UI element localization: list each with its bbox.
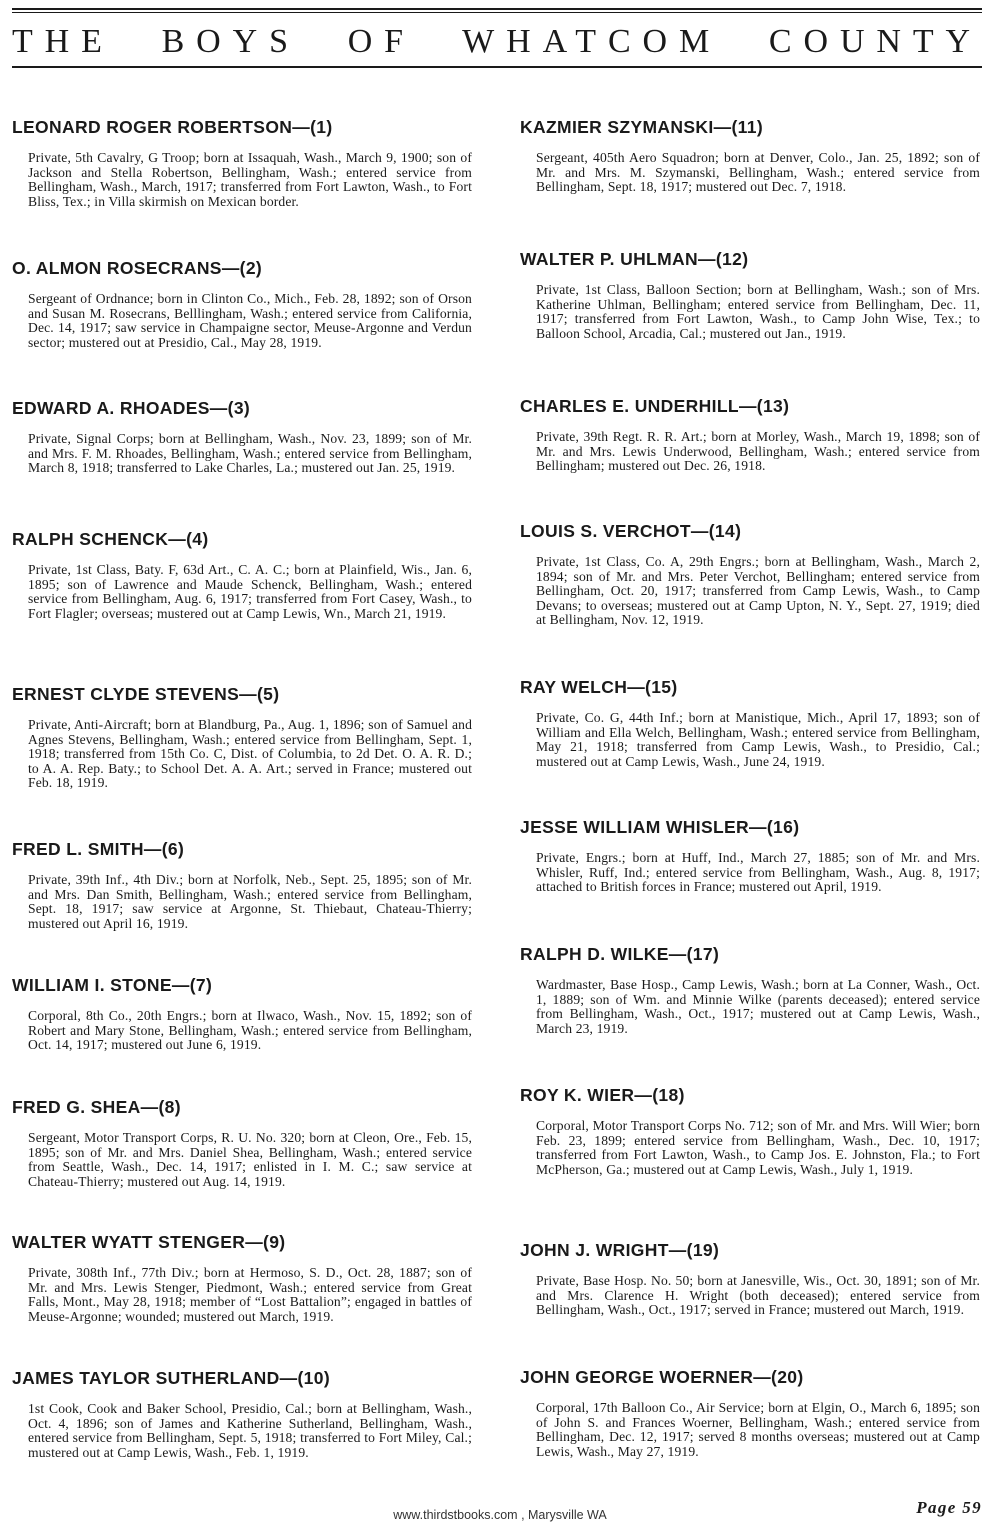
entry-name: JOHN GEORGE WOERNER—(20) xyxy=(520,1367,804,1387)
entry-text: Sergeant of Ordnance; born in Clinton Co., Mich., Feb. 28, 1892; son of Orson and Susan M. Rosecrans, Belllingham, Wash.; entered service from California, Dec. 14, 1917; saw service in Champaigne sector, Meuse-Argonne and Verdun sector; mustered out at Presidio, Cal., May 28, 1919. xyxy=(28,291,472,350)
top-double-rule-inner xyxy=(12,12,982,13)
page-title: THE BOYS OF WHATCOM COUNTY xyxy=(12,23,982,60)
entry-name: RAY WELCH—(15) xyxy=(520,677,678,697)
entry-text: Private, Signal Corps; born at Bellingham, Wash., Nov. 23, 1899; son of Mr. and Mrs. F. M. Rhoades, Bellingham, Wash.; entered service from Bellingham, March 8, 1918; transferred to Lake Charles, La.; mustered out Jan. 25, 1919. xyxy=(28,431,472,476)
entry-text: Private, 1st Class, Co. A, 29th Engrs.; born at Bellingham, Wash., March 2, 1894; son of Mr. and Mrs. Peter Verchot, Bellingham; entered service from Bellingham, Oct. 20, 1917; transferred from Camp Lewis, Wash., to Camp Devans; to overseas; mustered out at Camp Upton, N. Y., Sept. 27, 1919; died at Bellingham, Nov. 12, 1919. xyxy=(536,554,980,628)
entry xyxy=(520,1367,980,1459)
entry-name: JOHN J. WRIGHT—(19) xyxy=(520,1240,720,1260)
entry xyxy=(12,684,472,791)
page-number: Page 59 xyxy=(916,1498,982,1517)
entry-text: Corporal, 8th Co., 20th Engrs.; born at Ilwaco, Wash., Nov. 15, 1892; son of Robert and Mary Stone, Bellingham, Wash.; entered service from Bellingham, Oct. 14, 1917; mustered out June 6, 1919. xyxy=(28,1008,472,1053)
entry xyxy=(520,521,980,628)
entry-name: ERNEST CLYDE STEVENS—(5) xyxy=(12,684,280,704)
entry-text: Private, 5th Cavalry, G Troop; born at Issaquah, Wash., March 9, 1900; son of Jackson and Stella Robertson, Bellingham, Wash.; entered service from Bellingham, Wash., March, 1917; transferred from Fort Lawton, Wash., to Fort Bliss, Tex.; in Villa skirmish on Mexican border. xyxy=(28,150,472,209)
entry xyxy=(12,529,472,621)
entry-text: Sergeant, 405th Aero Squadron; born at Denver, Colo., Jan. 25, 1892; son of Mr. and Mrs. M. Szymanski, Bellingham, Wash.; entered service from Bellingham, Sept. 18, 1917; mustered out Dec. 7, 1918. xyxy=(536,150,980,195)
entry-text: Private, Base Hosp. No. 50; born at Janesville, Wis., Oct. 30, 1891; son of Mr. and Mrs. Clarence H. Wright (both deceased); entered service from Bellingham, Wash., Oct., 1917; served in France; mustered out March, 1919. xyxy=(536,1273,980,1318)
entry-name: FRED G. SHEA—(8) xyxy=(12,1097,181,1117)
entry xyxy=(520,677,980,769)
entry-text: Sergeant, Motor Transport Corps, R. U. No. 320; born at Cleon, Ore., Feb. 15, 1895; son of Mr. and Mrs. Daniel Shea, Bellingham, Wash.; entered service from Seattle, Wash., Dec. 14, 1917; enlisted in I. M. C.; saw service at Chateau-Thierry; mustered out Aug. 14, 1919. xyxy=(28,1130,472,1189)
entry-name: FRED L. SMITH—(6) xyxy=(12,839,185,859)
entry-text: Private, Co. G, 44th Inf.; born at Manistique, Mich., April 17, 1893; son of William and Ella Welch, Bellingham, Wash.; entered service from Bellingham, May 21, 1918; transferred from Camp Lewis, Wash., to Presidio, Cal.; mustered out at Camp Lewis, Wash., June 24, 1919. xyxy=(536,710,980,769)
entry-name: LEONARD ROGER ROBERTSON—(1) xyxy=(12,117,333,137)
entry xyxy=(520,396,980,474)
entry-text: Private, Anti-Aircraft; born at Blandburg, Pa., Aug. 1, 1896; son of Samuel and Agnes Stevens, Bellingham, Wash.; entered service from Bellingham, Sept. 1, 1918; transferred from 15th Co. C, Dist. of Columbia, to 2d Det. O. A. R. D.; to A. A. Rep. Baty.; to School Det. A. A. Art.; served in France; mustered out Feb. 18, 1919. xyxy=(28,717,472,791)
entry xyxy=(12,975,472,1053)
entry-name: WILLIAM I. STONE—(7) xyxy=(12,975,213,995)
entry-name: KAZMIER SZYMANSKI—(11) xyxy=(520,117,763,137)
entry xyxy=(12,1097,472,1189)
entry-text: 1st Cook, Cook and Baker School, Presidio, Cal.; born at Bellingham, Wash., Oct. 4, 1896; son of James and Katherine Sutherland, Bellingham, Wash., entered service from Bellingham, Sept. 5, 1918; transferred to Fort Miley, Cal.; mustered out at Camp Lewis, Wash., Feb. 1, 1919. xyxy=(28,1401,472,1460)
entry xyxy=(520,1085,980,1177)
entry xyxy=(12,117,472,209)
entry-text: Private, 1st Class, Balloon Section; born at Bellingham, Wash.; son of Mrs. Katherine Uhlman, Bellingham; entered service from Bellingham, Dec. 11, 1917; transferred from Fort Lawton, Wash., to Camp John Wise, Tex.; to Balloon School, Arcadia, Cal.; mustered out Jan., 1919. xyxy=(536,282,980,341)
entry-text: Private, 39th Regt. R. R. Art.; born at Morley, Wash., March 19, 1898; son of Mr. and Mrs. Lewis Underwood, Bellingham, Wash.; entered service from Bellingham; mustered out Dec. 26, 1918. xyxy=(536,429,980,474)
entry xyxy=(520,944,980,1036)
entry-name: WALTER WYATT STENGER—(9) xyxy=(12,1232,286,1252)
title-underline xyxy=(12,66,982,68)
entry-text: Private, Engrs.; born at Huff, Ind., March 27, 1885; son of Mr. and Mrs. Whisler, Ruff, Ind.; entered service from Bellingham, Wash., Aug. 8, 1917; attached to British forces in France; mustered out April, 1919. xyxy=(536,850,980,895)
entry xyxy=(520,817,980,895)
footer-url: www.thirdstbooks.com , Marysville WA xyxy=(393,1508,607,1522)
entry-name: EDWARD A. RHOADES—(3) xyxy=(12,398,251,418)
entry-text: Corporal, 17th Balloon Co., Air Service; born at Elgin, O., March 6, 1895; son of John S. and Frances Woerner, Bellingham, Wash.; entered service from Bellingham, Dec. 12, 1917; served 8 months overseas; mustered out at Camp Lewis, Wash., May 27, 1919. xyxy=(536,1400,980,1459)
entry xyxy=(12,398,472,476)
entry xyxy=(520,1240,980,1318)
top-double-rule xyxy=(12,8,982,10)
entry xyxy=(520,117,980,195)
entry-text: Private, 1st Class, Baty. F, 63d Art., C. A. C.; born at Plainfield, Wis., Jan. 6, 1895; son of Lawrence and Maude Schenck, Bellingham, Wash.; entered service from Bellingham, Aug. 6, 1917; transferred from Fort Casey, Wash., to Fort Flagler; overseas; mustered out at Camp Lewis, Wn., March 21, 1919. xyxy=(28,562,472,621)
entry-name: JAMES TAYLOR SUTHERLAND—(10) xyxy=(12,1368,331,1388)
entry-name: RALPH D. WILKE—(17) xyxy=(520,944,720,964)
entry-text: Wardmaster, Base Hosp., Camp Lewis, Wash.; born at La Conner, Wash., Oct. 1, 1889; son of Wm. and Minnie Wilke (parents deceased); entered service from Bellingham, Wash., Oct., 1917; mustered out at Camp Lewis, Wash., March 23, 1919. xyxy=(536,977,980,1036)
entry-name: CHARLES E. UNDERHILL—(13) xyxy=(520,396,790,416)
entry xyxy=(520,249,980,341)
entry-name: LOUIS S. VERCHOT—(14) xyxy=(520,521,742,541)
entry-name: WALTER P. UHLMAN—(12) xyxy=(520,249,749,269)
entry xyxy=(12,1368,472,1460)
entry-name: JESSE WILLIAM WHISLER—(16) xyxy=(520,817,800,837)
entry-name: ROY K. WIER—(18) xyxy=(520,1085,685,1105)
entry-name: O. ALMON ROSECRANS—(2) xyxy=(12,258,263,278)
entry xyxy=(12,258,472,350)
entry xyxy=(12,1232,472,1324)
entry xyxy=(12,839,472,931)
entry-text: Corporal, Motor Transport Corps No. 712; son of Mr. and Mrs. Will Wier; born Feb. 23, 1899; entered service from Bellingham, Wash., Dec. 10, 1917; transferred from Fort Lawton, Wash., to Camp Jos. E. Johnston, Fla.; to Fort McPherson, Ga.; mustered out at Camp Lewis, Wash., July 1, 1919. xyxy=(536,1118,980,1177)
entry-text: Private, 308th Inf., 77th Div.; born at Hermoso, S. D., Oct. 28, 1887; son of Mr. and Mrs. Lewis Stenger, Piedmont, Wash.; entered service from Great Falls, Mont., May 28, 1918; member of “Lost Battalion”; engaged in battles of Meuse-Argonne; wounded; mustered out March, 1919. xyxy=(28,1265,472,1324)
entry-name: RALPH SCHENCK—(4) xyxy=(12,529,209,549)
entry-text: Private, 39th Inf., 4th Div.; born at Norfolk, Neb., Sept. 25, 1895; son of Mr. and Mrs. Dan Smith, Bellingham, Wash.; entered service from Bellingham, Sept. 18, 1917; saw service at Argonne, St. Thiebaut, Chateau-Thierry; mustered out April 16, 1919. xyxy=(28,872,472,931)
